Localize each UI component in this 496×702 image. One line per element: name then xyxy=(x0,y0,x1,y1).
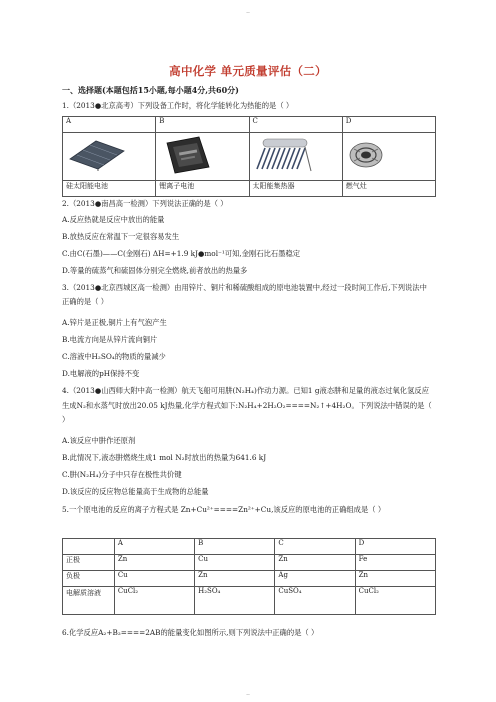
lithium-battery-image xyxy=(159,135,221,175)
question-3-option-b: B.电流方向是从锌片流向铜片 xyxy=(62,335,158,344)
table-cell: Fe xyxy=(355,555,435,571)
table-cell: Zn xyxy=(275,555,355,571)
question-3-stem: 3.（2013●北京西城区高一检测）由用锌片、铜片和稀硫酸组成的原电池装置中,经过一段时间工作后,下列说法中正确的是（ ） xyxy=(62,283,427,306)
q1-image-cell-c xyxy=(249,133,342,181)
question-3-option-a: A.锌片是正极,铜片上有气泡产生 xyxy=(62,318,167,327)
question-4-option-c: C.肼(N₂H₄)分子中只存在极性共价键 xyxy=(62,470,182,479)
table-cell: Cu xyxy=(114,571,194,587)
table-row-label: 正极 xyxy=(63,555,115,571)
question-4-option-a: A.该反应中肼作还原剂 xyxy=(62,436,136,445)
page-title: 高中化学 单元质量评估（二） xyxy=(169,64,327,78)
q1-caption-c: 太阳能集热器 xyxy=(249,181,342,197)
table-cell: Zn xyxy=(195,571,275,587)
question-2-stem: 2.（2013●南昌高一检测）下列说法正确的是（ ） xyxy=(62,199,228,208)
page-header-dots: .. xyxy=(246,8,250,15)
question-1-stem: 1.（2013●北京高考）下列设备工作时，将化学能转化为热能的是（ ） xyxy=(62,101,294,110)
section-heading: 一、选择题(本题包括15小题,每小题4分,共60分) xyxy=(62,85,239,95)
q1-caption-b: 锂离子电池 xyxy=(156,181,249,197)
q1-header-c: C xyxy=(249,117,342,133)
table-cell: Zn xyxy=(114,555,194,571)
table-cell: CuCl₂ xyxy=(355,587,435,615)
question-4-stem: 4.（2013●山西师大附中高一检测）航天飞船可用肼(N₂H₄)作动力源。已知1 g液态肼和足量的液态过氧化氢反应生成N₂和水蒸气时放出20.05 kJ热量,化学方程式如下:N₂H₄+2H₂O₂====N₂↑+4H₂O。下列说法中错误的是（ ） xyxy=(62,386,432,424)
table-cell: Ag xyxy=(275,571,355,587)
q1-image-cell-a xyxy=(63,133,156,181)
q5-header-d: D xyxy=(355,539,435,555)
q1-header-a: A xyxy=(63,117,156,133)
question-3-option-c: C.溶液中H₂SO₄的物质的量减少 xyxy=(62,352,166,361)
q1-image-cell-b xyxy=(156,133,249,181)
solar-water-heater-image xyxy=(253,135,315,175)
question-4-option-b: B.此情况下,液态肼燃烧生成1 mol N₂时放出的热量为641.6 kJ xyxy=(62,453,267,462)
q1-header-d: D xyxy=(342,117,435,133)
question-5-stem: 5.一个原电池的反应的离子方程式是 Zn+Cu²⁺====Zn²⁺+Cu,该反应的原电池的正确组成是（ ） xyxy=(62,505,386,514)
question-5-table xyxy=(62,538,436,615)
question-6-stem: 6.化学反应A₂+B₂====2AB的能量变化如图所示,则下列说法中正确的是（ ） xyxy=(62,628,319,637)
page-footer-dots: .. xyxy=(246,690,250,697)
question-2-option-b: B.放热反应在常温下一定很容易发生 xyxy=(62,232,180,241)
gas-stove-image xyxy=(346,135,408,171)
table-cell: Cu xyxy=(195,555,275,571)
solar-panel-image xyxy=(66,135,128,171)
q5-header-b: B xyxy=(195,539,275,555)
q5-header-a: A xyxy=(114,539,194,555)
table-cell: CuCl₂ xyxy=(114,587,194,615)
table-cell: CuSO₄ xyxy=(275,587,355,615)
q1-caption-d: 燃气灶 xyxy=(342,181,435,197)
question-2-option-c: C.由C(石墨)——C(金刚石) ΔH=+1.9 kJ●mol⁻¹可知,金刚石比石墨稳定 xyxy=(62,249,301,258)
table-row-label: 电解质溶液 xyxy=(63,587,115,615)
question-3-option-d: D.电解液的pH保持不变 xyxy=(62,369,140,378)
q1-caption-a: 硅太阳能电池 xyxy=(63,181,156,197)
table-row-label: 负极 xyxy=(63,571,115,587)
q1-header-b: B xyxy=(156,117,249,133)
question-2-option-d: D.等量的硫蒸气和硫固体分别完全燃烧,前者放出的热量多 xyxy=(62,266,248,275)
question-1-table xyxy=(62,116,436,197)
q5-header-blank xyxy=(63,539,115,555)
table-cell: Zn xyxy=(355,571,435,587)
q5-header-c: C xyxy=(275,539,355,555)
question-2-option-a: A.反应热就是反应中放出的能量 xyxy=(62,215,165,224)
question-4-option-d: D.该反应的反应物总能量高于生成物的总能量 xyxy=(62,487,209,496)
q1-image-cell-d xyxy=(342,133,435,181)
table-cell: H₂SO₄ xyxy=(195,587,275,615)
